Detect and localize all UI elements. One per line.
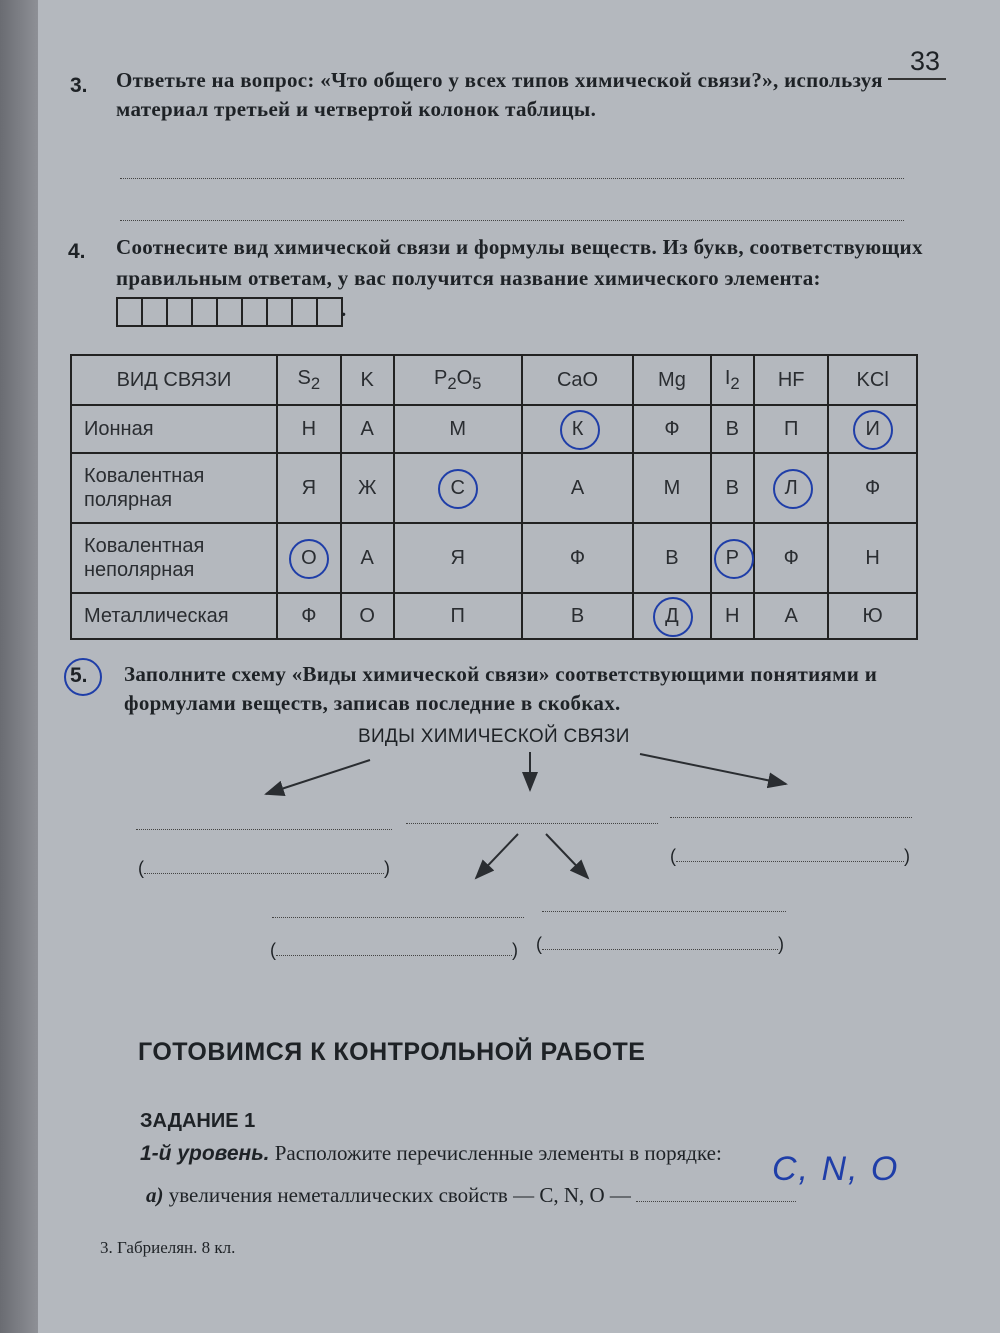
row-label: Металлическая: [71, 593, 277, 639]
cell-letter: А: [784, 604, 798, 627]
handwritten-answer: C, N, O: [772, 1150, 900, 1188]
item-a-marker: а): [146, 1183, 164, 1207]
col-mg: Mg: [633, 355, 710, 405]
circled-letter: Р: [725, 546, 739, 569]
circled-letter: Л: [784, 476, 798, 499]
task3-text: Ответьте на вопрос: «Что общего у всех типов химической связи?», используя материал третьей и четвертой колонок таблицы.: [116, 68, 883, 121]
col-s2: $S_2$: [277, 355, 341, 405]
cell-letter: Ж: [357, 476, 377, 499]
item-a: [146, 1183, 796, 1208]
cell-letter: А: [360, 546, 374, 569]
task5-number: 5.: [70, 664, 88, 687]
task4-prompt: Соотнесите вид химической связи и формулы веществ. Из букв, соответствующих правильным ответам, у вас получится название химического элемента:: [116, 235, 923, 290]
row-label: Ковалентная неполярная: [71, 523, 277, 593]
scheme-formula-2[interactable]: ( ): [670, 846, 910, 866]
cell-letter: Ф: [301, 604, 317, 627]
level-text: Расположите перечисленные элементы в порядке:: [274, 1141, 722, 1165]
scheme-blank-3[interactable]: [670, 817, 912, 818]
cell-letter: Ф: [569, 546, 586, 569]
level-label: 1-й уровень.: [140, 1142, 270, 1165]
cell-letter: Ф: [783, 546, 799, 569]
circled-letter: К: [571, 417, 584, 440]
row-label: Ионная: [71, 405, 277, 453]
level-line: [140, 1141, 722, 1166]
col-cao: CaO: [522, 355, 634, 405]
cell-letter: Ф: [664, 417, 680, 440]
page-footer: 3. Габриелян. 8 кл.: [100, 1238, 236, 1257]
cell-letter: П: [783, 417, 799, 440]
cell-letter: В: [570, 604, 585, 627]
header-bond-type: ВИД СВЯЗИ: [71, 355, 277, 405]
col-hf: HF: [754, 355, 828, 405]
item-a-answer-line[interactable]: [636, 1201, 796, 1202]
cell-letter: В: [665, 546, 679, 569]
row-label: Ковалентная полярная: [71, 453, 277, 523]
scheme-blank-5[interactable]: [542, 911, 786, 912]
scheme-formula-1[interactable]: ( ): [138, 858, 390, 878]
task4-number: 4.: [68, 240, 86, 263]
cell-letter: Я: [301, 476, 317, 499]
scheme-blank-1[interactable]: [136, 829, 392, 830]
circled-letter: С: [450, 476, 465, 499]
col-i2: $I_2$: [711, 355, 755, 405]
col-kcl: KCl: [828, 355, 917, 405]
cell-letter: О: [359, 604, 375, 627]
col-k: K: [341, 355, 394, 405]
scheme-formula-4[interactable]: ( ): [536, 934, 784, 954]
task3-number: 3.: [70, 74, 88, 97]
page-number: 33: [910, 46, 941, 76]
cell-letter: А: [570, 476, 585, 499]
scheme-blank-4[interactable]: [272, 917, 524, 918]
cell-letter: В: [725, 476, 739, 499]
cell-letter: А: [360, 417, 374, 440]
task4-text: Соотнесите вид химической связи и формулы веществ. Из букв, соответствующих правильным ответам, у вас получится название химического элемента: .: [116, 232, 946, 327]
cell-letter: Н: [865, 546, 880, 569]
circled-letter: О: [301, 546, 317, 569]
scheme-blank-2[interactable]: [406, 823, 658, 824]
cell-letter: Ф: [865, 476, 881, 499]
cell-letter: Я: [450, 546, 465, 569]
cell-letter: М: [663, 476, 681, 499]
section-heading: ГОТОВИМСЯ К КОНТРОЛЬНОЙ РАБОТЕ: [138, 1038, 646, 1066]
cell-letter: М: [449, 417, 467, 440]
scheme-formula-3[interactable]: ( ): [270, 940, 518, 960]
assignment-title: ЗАДАНИЕ 1: [140, 1110, 256, 1132]
task5-text: Заполните схему «Виды химической связи» соответствующими понятиями и формулами веществ, записав последние в скобках.: [124, 662, 878, 715]
cell-letter: Ю: [862, 604, 883, 627]
cell-letter: Н: [301, 417, 317, 440]
scheme-title: ВИДЫ ХИМИЧЕСКОЙ СВЯЗИ: [358, 726, 630, 747]
col-p2o5: $P_2O_5$: [394, 355, 522, 405]
circled-letter: Д: [665, 604, 679, 627]
item-a-text: увеличения неметаллических свойств — C, N, O —: [168, 1183, 631, 1207]
cell-letter: П: [450, 604, 465, 627]
cell-letter: В: [725, 417, 739, 440]
circled-letter: И: [865, 417, 880, 440]
cell-letter: Н: [725, 604, 740, 627]
